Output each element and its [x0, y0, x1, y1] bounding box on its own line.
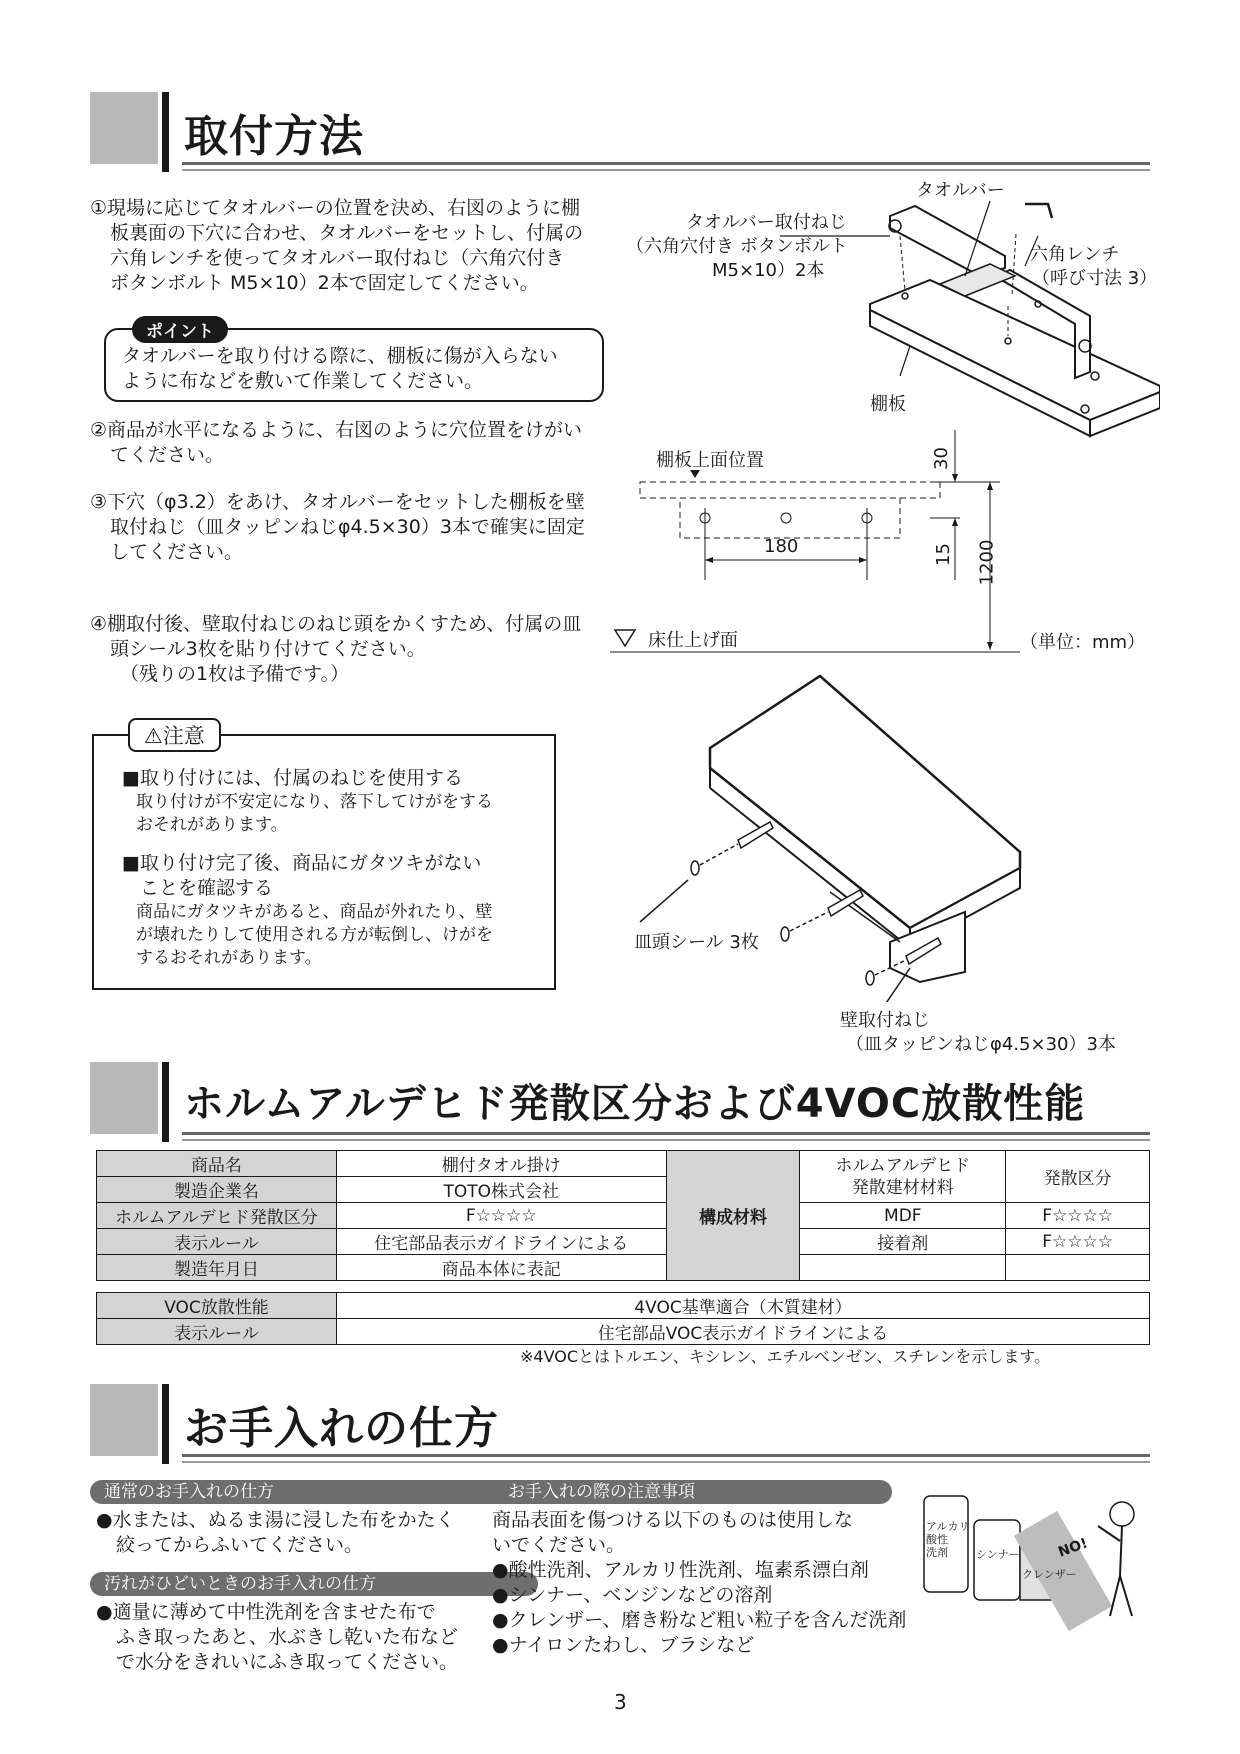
- spec-table-2: VOC放散性能 4VOC基準適合（木質建材） 表示ルール 住宅部品VOC表示ガイドラインによる: [96, 1292, 1150, 1345]
- dirty-care-label: 汚れがひどいときのお手入れの仕方: [90, 1572, 538, 1596]
- header-bar: [162, 92, 169, 172]
- voc-footnote: ※4VOCとはトルエン、キシレン、エチルベンゼン、スチレンを示します。: [520, 1347, 1051, 1366]
- wrench-label-1: 六角レンチ: [1030, 244, 1120, 265]
- floor-label: 床仕上げ面: [648, 630, 738, 651]
- dim-180: 180: [764, 536, 799, 557]
- step-1: ①現場に応じてタオルバーの位置を決め、右図のように棚 板裏面の下穴に合わせ、タオルバーをセットし、付属の 六角レンチを使ってタオルバー取付ねじ（六角穴付き ボタンボルト M5×10）2本で固定してください。: [90, 197, 584, 294]
- shelf-label: 棚板: [870, 394, 906, 415]
- cleaning-illustration: [920, 1486, 1150, 1636]
- section-header-care: [90, 1384, 1150, 1464]
- bottle-acid-label: アルカリ 酸性 洗剤: [926, 1520, 970, 1559]
- cleanser-label: クレンザー: [1022, 1568, 1077, 1581]
- no-label: NO!: [1056, 1535, 1090, 1561]
- section-header-formaldehyde: [90, 1062, 1150, 1142]
- section-title: 取付方法: [184, 111, 364, 162]
- dim-30: 30: [930, 447, 952, 470]
- wrench-label-2: （呼び寸法 3）: [1032, 268, 1158, 289]
- step-2: ②商品が水平になるように、右図のように穴位置をけがい てください。: [90, 419, 583, 466]
- dim-15: 15: [932, 543, 954, 566]
- step-3: ③下穴（φ3.2）をあけ、タオルバーをセットした棚板を壁 取付ねじ（皿タッピンねじφ4.5×30）3本で確実に固定 してください。: [90, 491, 585, 563]
- dim-1200: 1200: [976, 539, 998, 586]
- thinner-label: シンナー: [976, 1548, 1020, 1561]
- spec-table-1: 商品名 棚付タオル掛け 構成材料 ホルムアルデヒド 発散建材材料 発散区分 製造企業名 TOTO株式会社 ホルムアルデヒド発散区分 F☆☆☆☆ MDF F☆☆☆☆ 表示ルール 住宅部品表示ガイドラインによる 接着剤 F☆☆☆☆ 製造年月日 商品本体に表記: [96, 1150, 1150, 1281]
- unit-label: （単位：mm）: [1020, 632, 1146, 653]
- section-title: お手入れの仕方: [184, 1403, 499, 1454]
- wall-screw-label-2: （皿タッピンねじφ4.5×30）3本: [846, 1034, 1116, 1055]
- header-block: [90, 92, 158, 164]
- screw-label-2: （六角穴付き ボタンボルト: [626, 236, 848, 257]
- normal-care-label: 通常のお手入れの仕方: [90, 1480, 538, 1504]
- point-label: ポイント: [132, 316, 228, 343]
- care-caution-text: 商品表面を傷つける以下のものは使用しな いでください。 ●酸性洗剤、アルカリ性洗剤、塩素系漂白剤 ●シンナー、ベンジンなどの溶剤 ●クレンザー、磨き粉など粗い粒子を含んだ洗剤 ●ナイロンたわし、ブラシなど: [492, 1509, 907, 1656]
- shelf-top-label: 棚板上面位置: [656, 450, 764, 471]
- section-title: ホルムアルデヒド発散区分および4VOC放散性能: [184, 1081, 1086, 1127]
- wall-screw-label-1: 壁取付ねじ: [840, 1010, 930, 1031]
- point-box: タオルバーを取り付ける際に、棚板に傷が入らない ように布などを敷いて作業してください。: [104, 328, 604, 402]
- dirty-care-text: ●適量に薄めて中性洗剤を含ませた布で ふき取ったあと、水ぶきし乾いた布など で水分をきれいにふき取ってください。: [96, 1601, 459, 1673]
- caution-box: ■取り付けには、付属のねじを使用する 取り付けが不安定になり、落下してけがをする おそれがあります。 ■取り付け完了後、商品にガタツキがない ことを確認する 商品にガタツキがあると、商品が外れたり、壁 が壊れたりして使用される方が転倒し、けがを するおそれがあります。: [92, 734, 556, 990]
- screw-label-1: タオルバー取付ねじ: [686, 212, 847, 233]
- screw-label-3: M5×10）2本: [712, 260, 825, 281]
- towel-bar-label: タオルバー: [916, 180, 1005, 201]
- step-4: ④棚取付後、壁取付ねじのねじ頭をかくすため、付属の皿 頭シール3枚を貼り付けてください。 （残りの1枚は予備です。）: [90, 613, 582, 685]
- caution-label: ⚠注意: [128, 718, 221, 752]
- page-number: 3: [614, 1690, 627, 1714]
- care-caution-label: お手入れの際の注意事項: [494, 1480, 892, 1504]
- materials-header: 構成材料: [666, 1151, 800, 1281]
- normal-care-text: ●水または、ぬるま湯に浸した布をかたく 絞ってからふいてください。: [96, 1509, 455, 1556]
- section-header-installation: [90, 92, 1150, 172]
- seal-label: 皿頭シール 3枚: [634, 932, 759, 953]
